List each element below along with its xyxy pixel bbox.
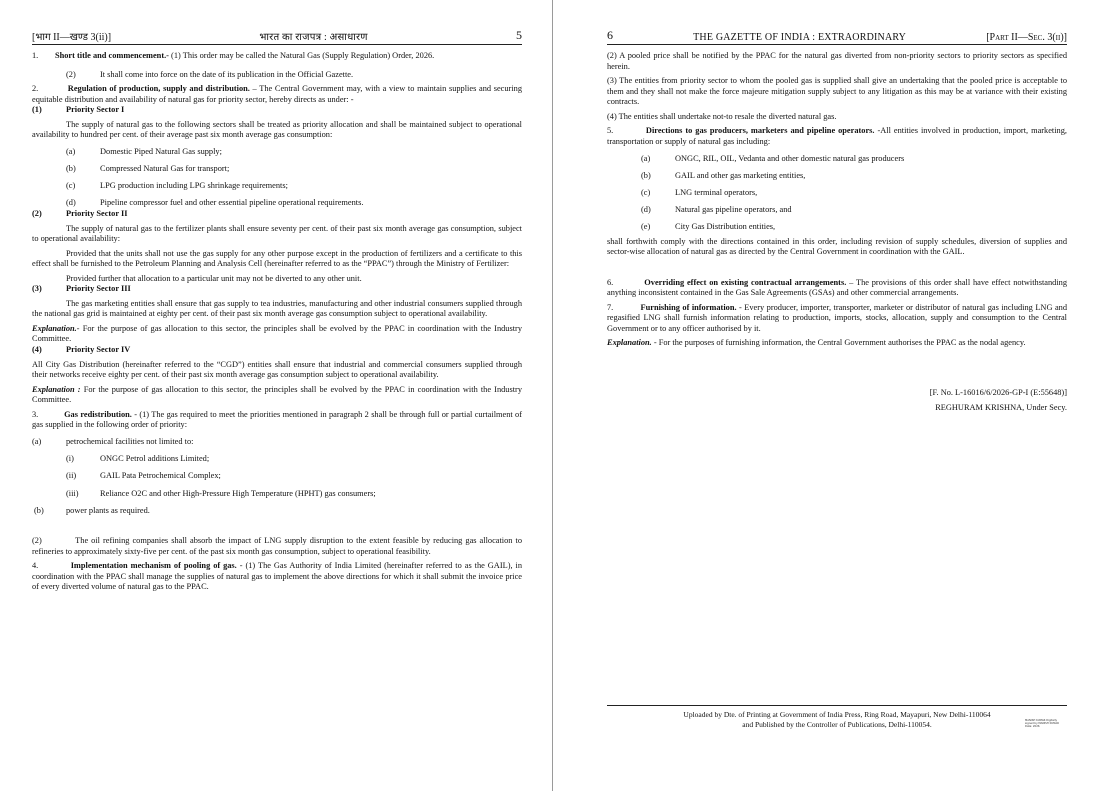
right-header-title: THE GAZETTE OF INDIA : EXTRAORDINARY [693,32,907,43]
ps4-num: (4) [32,345,42,355]
para-3-2 [32,536,522,557]
para-1-2 [32,70,522,81]
para-7-num: 7. [607,302,614,312]
para-7-expl-text: - For the purposes of furnishing information, the Central Government authorises the PPAC as the nodal agency. [651,338,1026,348]
para-3-title: Gas redistribution. [64,409,132,419]
para-1-title: Short title and commencement.- [54,51,169,60]
para-3-text: - (1) The gas required to meet the priorities mentioned in paragraph 2 shall be through full or partial curtailment of gas supplied in the following order of priority: [32,409,522,430]
ps2-proviso-1: Provided that the units shall not use the gas supply for any other purpose except in the production of fertilizers and a certificate to this effect shall be furnished to the Petroleum Planning and Analysis Cell (hereinafter referred to as the “PPAC”) through the Ministry of Fertilizer: [32,248,522,269]
priority-sector-3-heading [32,284,522,295]
ps3-expl-label: Explanation.- [32,323,80,333]
para-4-text: - (1) The Gas Authority of India Limited (hereinafter referred to as the GAIL), in coordination with the PPAC shall manage the supplies of natural gas to implement the above directions for which it shall submit the invoice price of every diverted volume of natural gas to the PPAC. [32,561,523,592]
left-page-number: 5 [516,28,522,42]
ps3-title: Priority Sector III [66,284,131,294]
para-5 [607,126,1067,147]
right-page [553,0,1105,791]
para-1-2-text: It shall come into force on the date of its publication in the Official Gazette. [100,69,354,79]
para-5-list [607,154,1067,233]
list-item: (c) LNG terminal operators, [641,187,758,197]
list-item: (ii) GAIL Pata Petrochemical Complex; [66,471,221,481]
right-page-header [607,28,1067,45]
list-item: (a) petrochemical facilities not limited to: [32,437,194,447]
para-6-title: Overriding effect on existing contractual arrangements. [644,277,847,287]
list-item: (d) Natural gas pipeline operators, and [641,205,792,215]
ps1-num: (1) [32,105,42,115]
para-3-num: 3. [32,409,39,419]
para-3-sublist [32,454,522,499]
list-item: (iii) Reliance O2C and other High-Pressure High Temperature (HPHT) gas consumers; [66,488,376,498]
para-2-title: Regulation of production, supply and distribution. [67,84,250,94]
para-1-num: 1. [32,51,39,60]
left-header-title: भारत का राजपत्र : असाधारण [259,32,368,43]
para-3 [32,410,522,431]
para-4 [32,561,522,593]
footer-line-2: and Published by the Controller of Publications, Delhi-110054. [742,719,932,729]
file-number: [F. No. L-16016/6/2026-GP-I (E:55648)] [929,387,1067,397]
digital-signature-stamp: MANISH KUMAR Digitally signed by MANISH KUMAR Date: 2026 [1025,719,1059,729]
ps4-expl-text: For the purpose of gas allocation to this sector, the principles shall be evolved by the PPAC in coordination with the Industry Committee. [32,384,522,405]
ps3-text: The gas marketing entities shall ensure that gas supply to tea industries, manufacturing and other industrial consumers supplied through the national gas grid is maintained at eighty per cent. of their past six month average gas consumption subject to operational availability. [32,298,522,319]
list-item: (d) Pipeline compressor fuel and other essential pipeline operational requirements. [66,198,364,208]
priority-sector-4-heading [32,345,522,356]
list-item: (b) power plants as required. [34,505,150,515]
para-1 [32,51,522,62]
list-item: (b) Compressed Natural Gas for transport; [66,164,230,174]
ps2-proviso-2: Provided further that allocation to a particular unit may not be diverted to any other unit. [66,273,362,283]
para-7-expl-label: Explanation. [607,338,652,348]
para-2 [32,84,522,105]
para-5-text: -All entities involved in production, import, marketing, transportation or supply of natural gas including: [607,126,1067,146]
ps4-explanation [32,385,522,406]
priority-sector-2-heading [32,209,522,220]
para-7-title: Furnishing of information. [640,302,737,312]
ps4-expl-label: Explanation : [32,384,81,394]
para-7-explanation [607,338,1067,349]
publication-footer [607,705,1067,729]
priority-sector-1-heading [32,105,522,116]
footer-text [607,706,1067,729]
list-item: (b) GAIL and other gas marketing entities, [641,170,806,180]
ps3-num: (3) [32,284,42,294]
para-7-text: - Every producer, importer, transporter, marketer or distributor of natural gas including LNG and regasified LNG shall furnish information relating to production, imports, stocks, allocation, supply and consumption to the Central Government or to any officer authorised by it. [607,302,1067,333]
para-3-2-text: The oil refining companies shall absorb the impact of LNG supply disruption to the extent feasible by reducing gas allocation to refineries to approximately sixty-five per cent. of the past six month gas consumption, subject to operational feasibility. [32,536,522,556]
list-item: (e) City Gas Distribution entities, [641,222,776,232]
signatory: REGHURAM KRISHNA, Under Secy. [935,402,1067,412]
ps2-title: Priority Sector II [66,209,128,219]
ps2-text: The supply of natural gas to the fertilizer plants shall ensure seventy per cent. of their past six month average gas consumption, subject to operational availability: [32,223,522,244]
footer-line-1: Uploaded by Dte. of Printing at Government of India Press, Ring Road, Mayapuri, New Delhi-110064 [683,710,991,719]
left-page [0,0,552,791]
para-3-list [32,437,522,448]
ps3-expl-text: For the purpose of gas allocation to this sector, the principles shall be evolved by the PPAC in coordination with the Industry Committee. [32,323,522,344]
para-1-2-num: (2) [66,69,76,79]
ps1-text: The supply of natural gas to the following sectors shall be treated as priority allocation and shall be maintained subject to operational availability to hundred per cent. of their average past six month average gas consumption: [32,119,522,140]
para-4-3: (3) The entities from priority sector to whom the pooled gas is supplied shall give an undertaking that the pooled price is acceptable to them and they shall not make the force majeure mitigation supply subject to any litigation as this may be at variance with their existing contracts. [607,76,1067,107]
para-4-num: 4. [32,561,39,571]
para-3-list-b [32,506,522,517]
ps4-text: All City Gas Distribution (hereinafter referred to the “CGD”) entities shall ensure that industrial and commercial consumers supplied through their networks receive eighty per cent. of their past six month average gas consumption subject to operational availability. [32,359,522,380]
para-2-text: – The Central Government may, with a view to maintain supplies and securing equitable distribution and availability of natural gas for priority sector, hereby directs as under: - [32,84,522,104]
para-3-2-num: (2) [32,536,42,546]
para-6-num: 6. [607,277,614,287]
list-item: (a) ONGC, RIL, OIL, Vedanta and other domestic natural gas producers [641,153,905,163]
list-item: (i) ONGC Petrol additions Limited; [66,454,210,464]
para-4-2: (2) A pooled price shall be notified by the PPAC for the natural gas diverted from non-priority sectors to priority sectors as specified herein. [607,51,1067,71]
ps2-num: (2) [32,209,42,219]
left-header-section: [भाग II—खण्ड 3(ii)] [32,32,112,43]
para-4-4: (4) The entities shall undertake not-to resale the diverted natural gas. [607,111,837,121]
para-5-num: 5. [607,126,614,136]
para-2-num: 2. [32,84,39,94]
ps1-title: Priority Sector I [66,105,125,115]
right-page-number: 6 [607,28,613,42]
para-5-title: Directions to gas producers, marketers and pipeline operators. [645,126,875,136]
para-4-title: Implementation mechanism of pooling of gas. [70,561,237,571]
para-5-after: shall forthwith comply with the directions contained in this order, including revision of supply schedules, diversion of supplies and sector-wise allocation of natural gas as directed by the Central Government in coordination with the GAIL. [607,236,1067,257]
para-1-text: (1) This order may be called the Natural Gas (Supply Regulation) Order, 2026. [168,51,435,60]
right-header-section: [Part II—Sec. 3(ii)] [986,32,1067,43]
list-item: (c) LPG production including LPG shrinkage requirements; [66,181,288,191]
ps3-explanation [32,324,522,345]
left-page-header [32,28,522,45]
para-6-text: – The provisions of this order shall have effect notwithstanding anything inconsistent contained in the Gas Sale Agreements (GSAs) and other commercial arrangements. [607,277,1067,298]
para-7 [607,303,1067,335]
list-item: (a) Domestic Piped Natural Gas supply; [66,147,222,157]
ps1-list [32,147,522,209]
para-6 [607,278,1067,299]
ps4-title: Priority Sector IV [66,345,131,355]
